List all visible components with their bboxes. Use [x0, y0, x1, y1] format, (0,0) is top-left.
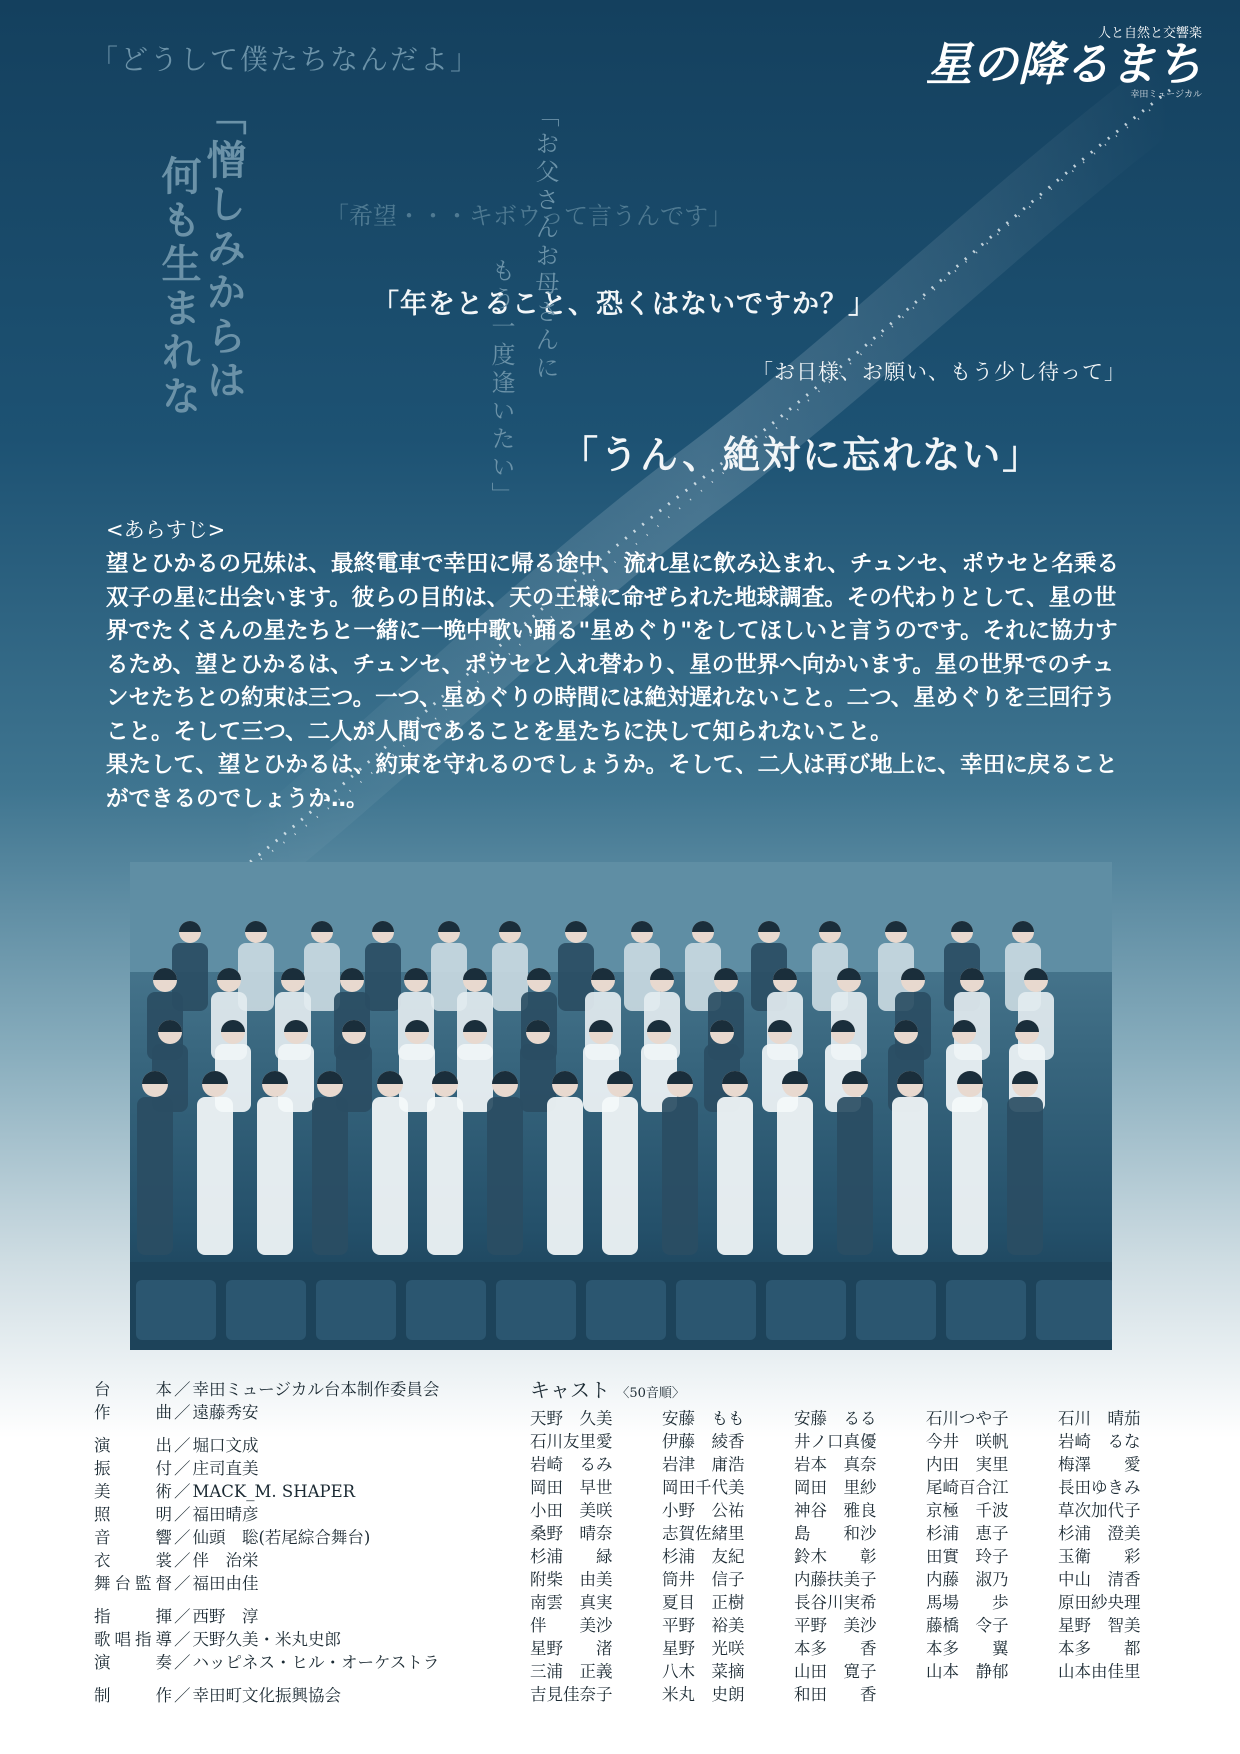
cast-member-name: 田實 玲子 [926, 1547, 1009, 1566]
photo-person-body [257, 1097, 293, 1255]
cast-member-name: 山本 静郁 [926, 1662, 1009, 1681]
synopsis-line: 界でたくさんの星たちと一緒に一晩中歌い踊る"星めぐり"をしてほしいと言うのです。それに協力す [106, 618, 1118, 644]
credit-person: 仙頭 聡(若尾綜合舞台) [192, 1528, 371, 1547]
credit-row [94, 1684, 439, 1707]
quote-sun: 「お日様、お願い、もう少し待って」 [752, 360, 1126, 384]
photo-seat-back [316, 1280, 396, 1340]
cast-member-name: 吉見佳奈子 [530, 1685, 613, 1704]
credit-person: 福田由佳 [192, 1574, 259, 1593]
cast-member-name: 石川友里愛 [530, 1432, 613, 1451]
photo-seat-back [496, 1280, 576, 1340]
credit-row [94, 1457, 439, 1480]
synopsis-line: ができるのでしょうか‥。 [106, 785, 369, 812]
synopsis-line: 果たして、望とひかるは、約束を守れるのでしょうか。そして、二人は再び地上に、幸田に戻ること [106, 752, 1118, 778]
credit-row [94, 1434, 439, 1457]
cast-member-name: 南雲 真実 [530, 1593, 613, 1612]
photo-person-body [602, 1097, 638, 1255]
cast-member-name: 附柴 由美 [530, 1570, 613, 1589]
cast-member-name: 石川 晴茄 [1058, 1409, 1141, 1428]
cast-member-name: 杉浦 友紀 [662, 1547, 745, 1566]
cast-member-name: 原田紗央理 [1058, 1593, 1141, 1612]
synopsis-line: 望とひかるの兄妹は、最終電車で幸田に帰る途中、流れ星に飲み込まれ、チュンセ、ポウセと名乗る [106, 551, 1119, 577]
cast-member-name: 島 和沙 [794, 1524, 877, 1543]
photo-person-body [365, 943, 401, 1011]
cast-member-name: 伴 美沙 [530, 1616, 613, 1635]
photo-person-body [662, 1097, 698, 1255]
synopsis-heading: <あらすじ> [106, 518, 226, 542]
photo-seat-back [226, 1280, 306, 1340]
cast-member-name: 筒井 信子 [662, 1570, 745, 1589]
cast-member-name: 伊藤 綾香 [662, 1432, 745, 1451]
cast-member-name: 岩本 真奈 [794, 1455, 877, 1474]
photo-person-hair [432, 1071, 458, 1084]
cast-member-name: 中山 清香 [1058, 1570, 1141, 1589]
cast-member-name: 神谷 雅良 [794, 1501, 877, 1520]
photo-person-body [717, 1097, 753, 1255]
credit-separator: ／ [174, 1630, 191, 1649]
logo-tagline: 幸田ミュージカル [1130, 90, 1202, 100]
cast-member-name: 京極 千波 [926, 1501, 1009, 1520]
cast-member-name: 井ノ口真優 [794, 1432, 877, 1451]
cast-member-name: 夏目 正樹 [662, 1593, 745, 1612]
credit-role: 演奏 [94, 1653, 172, 1672]
cast-member-name: 梅澤 愛 [1058, 1455, 1141, 1474]
credit-person: 幸田町文化振興協会 [192, 1686, 341, 1705]
credit-row [94, 1549, 439, 1572]
quote-never-forget: 「うん、絶対に忘れない」 [560, 432, 1043, 477]
logo-subtitle: 人と自然と交響楽 [1097, 26, 1202, 41]
photo-seat-back [766, 1280, 846, 1340]
cast-member-name: 岩崎 るな [1058, 1432, 1141, 1451]
credit-person: 西野 淳 [192, 1607, 259, 1626]
credit-role: 歌唱指導 [94, 1630, 172, 1649]
cast-member-name: 岡田 早世 [530, 1478, 613, 1497]
credit-separator: ／ [174, 1551, 191, 1570]
cast-member-name: 平野 美沙 [794, 1616, 877, 1635]
photo-person-body [487, 1097, 523, 1255]
credit-group [94, 1684, 439, 1707]
quote-hope: 「希望・・・キボウって言うんです」 [325, 202, 733, 230]
photo-person-body [427, 1097, 463, 1255]
photo-seat-back [856, 1280, 936, 1340]
cast-member-name: 本多 都 [1058, 1639, 1141, 1658]
cast-member-name: 八木 菜摘 [662, 1662, 745, 1681]
cast-member-name: 藤橋 令子 [926, 1616, 1009, 1635]
vertical-quote-hatred-2: 何も生まれな [155, 155, 202, 419]
cast-member-name: 安藤 るる [794, 1409, 877, 1428]
cast-member-name: 星野 光咲 [662, 1639, 745, 1658]
credit-role: 作曲 [94, 1403, 172, 1422]
show-logo [926, 22, 1202, 100]
credit-role: 舞台監督 [94, 1574, 172, 1593]
synopsis-line: 双子の星に出会います。彼らの目的は、天の王様に命ぜられた地球調査。その代わりとして、星の世 [106, 584, 1117, 611]
cast-member-name: 桑野 晴奈 [530, 1524, 613, 1543]
credit-separator: ／ [174, 1403, 191, 1422]
photo-person-body [1007, 1097, 1043, 1255]
credit-person: 天野久美・米丸史郎 [192, 1630, 341, 1649]
photo-seat-back [136, 1280, 216, 1340]
credit-role: 音響 [94, 1528, 172, 1547]
cast-member-name: 馬場 歩 [926, 1593, 1009, 1612]
cast-group-photo [130, 862, 1112, 1350]
credit-person: 幸田ミュージカル台本制作委員会 [192, 1380, 440, 1399]
credit-separator: ／ [174, 1653, 191, 1672]
credit-row [94, 1628, 439, 1651]
photo-person-body [892, 1097, 928, 1255]
credit-person: 遠藤秀安 [192, 1403, 259, 1422]
photo-seat-back [586, 1280, 666, 1340]
cast-member-name: 米丸 史朗 [662, 1685, 745, 1704]
synopsis-line: こと。そして三つ、二人が人間であることを星たちに決して知られないこと。 [106, 718, 893, 745]
cast-member-name: 杉浦 緑 [530, 1547, 613, 1566]
credit-role: 指揮 [94, 1607, 172, 1626]
vertical-quote-parents-2: もう一度逢いたい」 [487, 258, 515, 510]
credit-separator: ／ [174, 1528, 191, 1547]
credit-separator: ／ [174, 1686, 191, 1705]
cast-member-name: 和田 香 [794, 1685, 877, 1704]
cast-member-name: 内藤扶美子 [794, 1570, 877, 1589]
cast-list [530, 1374, 1190, 1706]
photo-person-body [547, 1097, 583, 1255]
cast-photo-drawing [130, 862, 1112, 1350]
credit-row [94, 1526, 439, 1549]
photo-person-body [952, 1097, 988, 1255]
credit-person: 庄司直美 [192, 1459, 259, 1478]
cast-member-name: 今井 咲帆 [926, 1432, 1009, 1451]
cast-member-name: 内田 実里 [926, 1455, 1009, 1474]
photo-seat-back [1036, 1280, 1112, 1340]
photo-person-body [457, 1044, 493, 1112]
photo-seat-back [946, 1280, 1026, 1340]
cast-member-name: 小田 美咲 [530, 1501, 613, 1520]
cast-member-name: 草次加代子 [1058, 1501, 1141, 1520]
cast-member-name: 星野 渚 [530, 1639, 613, 1658]
credit-person: ハッピネス・ヒル・オーケストラ [192, 1653, 440, 1672]
cast-member-name: 小野 公祐 [662, 1501, 745, 1520]
credit-row [94, 1651, 439, 1674]
cast-member-name: 尾崎百合江 [926, 1478, 1009, 1497]
credit-row [94, 1572, 439, 1595]
synopsis-line: ンセたちとの約束は三つ。一つ、星めぐりの時間には絶対遅れないこと。二つ、星めぐりを三回行う [106, 685, 1116, 711]
credit-role: 演出 [94, 1436, 172, 1455]
cast-member-name: 星野 智美 [1058, 1616, 1141, 1635]
cast-member-name: 三浦 正義 [530, 1662, 613, 1681]
photo-seat-back [406, 1280, 486, 1340]
photo-person-hair [492, 1071, 518, 1084]
cast-member-name: 玉衛 彩 [1058, 1547, 1141, 1566]
cast-title [530, 1374, 1190, 1403]
cast-member-name: 岩津 庸浩 [662, 1455, 745, 1474]
credit-group [94, 1434, 439, 1595]
cast-member-name: 安藤 もも [662, 1409, 745, 1428]
credit-separator: ／ [174, 1505, 191, 1524]
cast-member-name: 山田 寛子 [794, 1662, 877, 1681]
cast-names-grid [530, 1407, 1190, 1706]
credit-separator: ／ [174, 1380, 191, 1399]
credit-group [94, 1378, 439, 1424]
credit-separator: ／ [174, 1482, 191, 1501]
credit-person: 福田晴彦 [192, 1505, 259, 1524]
cast-heading: キャスト [530, 1378, 610, 1402]
credit-person: 伴 治栄 [192, 1551, 259, 1570]
cast-member-name: 岩崎 るみ [530, 1455, 613, 1474]
photo-person-body [837, 1097, 873, 1255]
cast-member-name: 本多 香 [794, 1639, 877, 1658]
staff-credits [94, 1378, 439, 1717]
cast-member-name: 岡田 里紗 [794, 1478, 877, 1497]
credit-row [94, 1605, 439, 1628]
cast-member-name: 岡田千代美 [662, 1478, 745, 1497]
credit-separator: ／ [174, 1436, 191, 1455]
cast-member-name: 杉浦 澄美 [1058, 1524, 1141, 1543]
photo-person-body [777, 1097, 813, 1255]
credit-role: 美術 [94, 1482, 172, 1501]
credit-role: 衣裳 [94, 1551, 172, 1570]
cast-member-name: 鈴木 彰 [794, 1547, 877, 1566]
credit-role: 振付 [94, 1459, 172, 1478]
credit-separator: ／ [174, 1607, 191, 1626]
vertical-quote-hatred-1: 「憎しみからは [200, 95, 247, 403]
credit-person: MACK_M. SHAPER [192, 1482, 356, 1501]
credit-row [94, 1401, 439, 1424]
credit-separator: ／ [174, 1459, 191, 1478]
cast-member-name: 杉浦 恵子 [926, 1524, 1009, 1543]
credit-row [94, 1378, 439, 1401]
cast-member-name: 志賀佐緒里 [662, 1524, 745, 1543]
photo-person-body [197, 1097, 233, 1255]
cast-order-note: 〈50音順〉 [616, 1386, 685, 1401]
photo-person-body [372, 1097, 408, 1255]
vertical-quote-parents-1: 「お父さんお母さんに [531, 103, 559, 383]
logo-title: 星の降るまち [926, 37, 1202, 91]
synopsis [106, 514, 1136, 816]
credit-role: 照明 [94, 1505, 172, 1524]
credit-role: 台本 [94, 1380, 172, 1399]
cast-member-name: 天野 久美 [530, 1409, 613, 1428]
credit-row [94, 1480, 439, 1503]
cast-member-name: 本多 翼 [926, 1639, 1009, 1658]
credit-group [94, 1605, 439, 1674]
credit-person: 堀口文成 [192, 1436, 259, 1455]
quote-why-us: 「どうして僕たちなんだよ」 [90, 43, 481, 76]
quote-growing-old: 「年をとること、恐くはないですか？」 [372, 289, 876, 320]
cast-member-name: 内藤 淑乃 [926, 1570, 1009, 1589]
cast-member-name: 平野 裕美 [662, 1616, 745, 1635]
cast-member-name: 長田ゆきみ [1058, 1478, 1141, 1497]
credit-separator: ／ [174, 1574, 191, 1593]
cast-member-name: 山本由佳里 [1058, 1662, 1141, 1681]
synopsis-line: るため、望とひかるは、チュンセ、ポウセと入れ替わり、星の世界へ向かいます。星の世界でのチュ [106, 651, 1115, 678]
photo-person-body [137, 1097, 173, 1255]
credit-role: 制作 [94, 1686, 172, 1705]
photo-seat-back [676, 1280, 756, 1340]
cast-member-name: 長谷川実希 [794, 1593, 877, 1612]
photo-person-body [312, 1097, 348, 1255]
cast-member-name: 石川つや子 [926, 1409, 1009, 1428]
credit-row [94, 1503, 439, 1526]
